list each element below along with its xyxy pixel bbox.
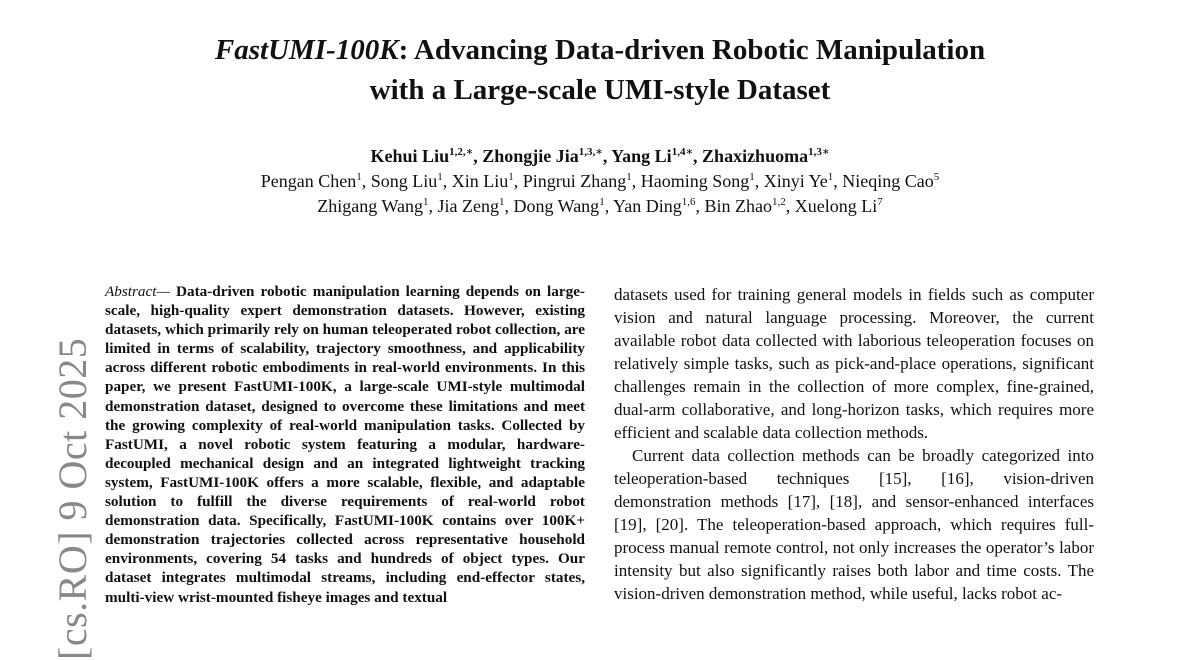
- abstract: Abstract— Data-driven robotic manipulation learning depends on large-scale, high-quality expert demonstration datasets. However, existing datasets, which primarily rely on human teleoperated robot collection, are limited in terms of scalability, trajectory smoothness, and applicability across different robotic embodiments in real-world environments. In this paper, we present FastUMI-100K, a large-scale UMI-style multimodal demonstration dataset, designed to overcome these limitations and meet the growing complexity of real-world manipulation tasks. Collected by FastUMI, a novel robotic system featuring a modular, hardware-decoupled mechanical design and an integrated lightweight tracking system, FastUMI-100K offers a more scalable, flexible, and adaptable solution to fulfill the diverse requirements of real-world robot demonstration data. Specifically, FastUMI-100K contains over 100K+ demonstration trajectories collected across representative household environments, covering 54 tasks and hundreds of object types. Our dataset integrates multimodal streams, including end-effector states, multi-view wrist-mounted fisheye images and textual: [105, 283, 585, 606]
- author-name: Jia Zeng: [437, 196, 499, 216]
- author-affiliation: 1: [626, 171, 632, 183]
- author-name: Kehui Liu: [370, 146, 450, 166]
- author-name: Zhaxizhuoma: [702, 146, 809, 166]
- author-list: [0, 144, 1200, 219]
- author-affiliation: 1: [749, 171, 755, 183]
- author-name: Pengan Chen: [260, 171, 357, 191]
- abstract-label: Abstract: [105, 283, 157, 300]
- author-affiliation: 1,2: [771, 196, 786, 208]
- author-affiliation: 1: [356, 171, 362, 183]
- arxiv-stamp-text: [cs.RO] 9 Oct 2025: [50, 337, 95, 660]
- abstract-text: Data-driven robotic manipulation learning depends on large-scale, high-quality expert demonstration datasets. However, existing datasets, which primarily rely on human teleoperated robot collection, are limited in terms of scalability, trajectory smoothness, and applicability across different robotic embodiments in real-world environments. In this paper, we present FastUMI-100K, a large-scale UMI-style multimodal demonstration dataset, designed to overcome these limitations and meet the growing complexity of real-world manipulation tasks. Collected by FastUMI, a novel robotic system featuring a modular, hardware-decoupled mechanical design and an integrated lightweight tracking system, FastUMI-100K offers a more scalable, flexible, and adaptable solution to fulfill the diverse requirements of real-world robot demonstration data. Specifically, FastUMI-100K contains over 100K+ demonstration trajectories collected across representative household environments, covering 54 tasks and hundreds of object types. Our dataset integrates multimodal streams, including end-effector states, multi-view wrist-mounted fisheye images and textual: [105, 283, 585, 606]
- author-name: Dong Wang: [513, 196, 600, 216]
- author-name: Zhigang Wang: [317, 196, 423, 216]
- body-column: [614, 283, 1094, 605]
- author-name: Xinyi Ye: [763, 171, 828, 191]
- author-affiliation: 1: [508, 171, 514, 183]
- author-affiliation: 1: [827, 171, 834, 183]
- author-name: Pingrui Zhang: [522, 171, 627, 191]
- title-dataset-name: FastUMI-100K: [214, 34, 399, 66]
- author-name: Song Liu: [370, 171, 438, 191]
- author-line-2: Pengan Chen$^1$, Song Liu$^1$, Xin Liu$^1$, Pingrui Zhang$^1$, Haoming Song$^1$, Xinyi Ye$^1$, Nieqing Cao$^5$: [260, 171, 940, 191]
- author-line-1: Kehui Liu$^{1,2,∗}$, Zhongjie Jia$^{1,3,∗}$, Yang $Li^{1,4∗}$, Zhaxizhuoma$^{1,3∗}$: [370, 146, 830, 166]
- author-affiliation: 1,3,∗: [578, 146, 603, 158]
- author-name: Yang Li: [611, 146, 672, 166]
- paper-title: [0, 30, 1200, 110]
- author-name: Xin Liu: [451, 171, 509, 191]
- author-affiliation: 1,4∗: [671, 146, 694, 158]
- author-affiliation: 5: [933, 171, 940, 183]
- author-name: Nieqing Cao: [842, 171, 934, 191]
- author-affiliation: 1,2,∗: [449, 146, 474, 158]
- author-line-3: Zhigang Wang$^1$, Jia Zeng$^1$, Dong Wang$^1$, Yan Ding$^{1,6}$, Bin Zhao$^{1,2}$, Xuelong Li$^7$: [317, 196, 883, 216]
- author-name: Zhongjie Jia: [482, 146, 579, 166]
- author-affiliation: 1: [422, 196, 429, 208]
- title-line1: : Advancing Data-driven Robotic Manipulation: [398, 34, 986, 66]
- author-affiliation: 1,3∗: [808, 146, 830, 158]
- author-affiliation: 1: [498, 196, 505, 208]
- author-affiliation: 1,6: [681, 196, 696, 208]
- author-name: Bin Zhao: [704, 196, 772, 216]
- body-paragraph-2: Current data collection methods can be broadly categorized into teleoperation-based techniques [15], [16], vision-driven demonstration methods [17], [18], and sensor-enhanced interfaces [19], [20]. The teleoperation-based approach, which requires full-process manual remote control, not only increases the operator’s labor intensity but also significantly raises both labor and time costs. The vision-driven demonstration method, while useful, lacks robot ac-: [614, 446, 1094, 603]
- author-name: Haoming Song: [640, 171, 750, 191]
- author-affiliation: 1: [599, 196, 605, 208]
- title-line2: with a Large-scale UMI-style Dataset: [369, 74, 831, 106]
- author-affiliation: 7: [877, 196, 883, 208]
- author-affiliation: 1: [437, 171, 443, 183]
- body-paragraph-1: datasets used for training general models in fields such as computer vision and natural language processing. Moreover, the current available robot data collected with laborious teleoperation focuses on relatively simple tasks, such as pick-and-place operations, significant challenges remain in the collection of more complex, fine-grained, dual-arm collaborative, and long-horizon tasks, which requires more efficient and scalable data collection methods.: [614, 285, 1094, 442]
- author-name: Xuelong Li: [794, 196, 878, 216]
- author-name: Yan Ding: [613, 196, 682, 216]
